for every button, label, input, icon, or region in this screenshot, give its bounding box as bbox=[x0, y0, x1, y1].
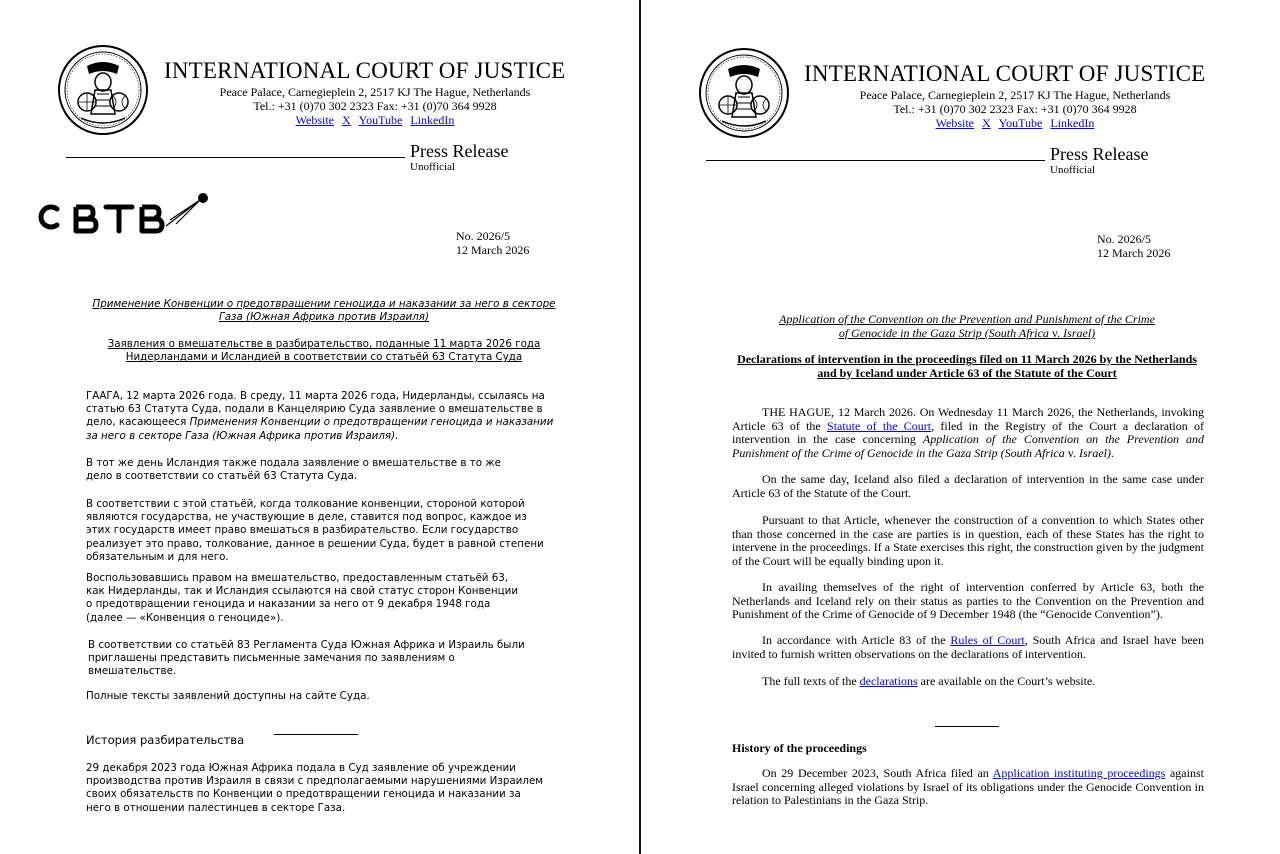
press-release-title: Press Release bbox=[410, 141, 509, 161]
icj-seal-icon bbox=[698, 47, 790, 139]
paragraph-6: Полные тексты заявлений доступны на сайте Суда. bbox=[86, 690, 370, 702]
history-heading: История разбирательства bbox=[86, 733, 245, 747]
paragraph-4: Воспользовавшись правом на вмешательство, предоставленным статьёй 63, как Нидерланды, так и Исландия ссылаются на свой статус сторон Конвенции о предотвращении геноцида и наказании за него от 9 декабря 1948 года (далее — «Конвенция о геноциде»). bbox=[86, 572, 519, 624]
court-links bbox=[804, 116, 1226, 130]
paragraph-6: The full texts of the declarations are available on the Court’s website. bbox=[762, 674, 1096, 688]
section-rule bbox=[274, 734, 358, 735]
link-statute[interactable]: Statute of the Court bbox=[827, 418, 932, 433]
paragraph-2: On the same day, Iceland also filed a declaration of intervention in the same case under Article 63 of the Statute of the Court. bbox=[732, 472, 1204, 500]
court-name: INTERNATIONAL COURT OF JUSTICE bbox=[804, 61, 1206, 86]
paragraph-2: В тот же день Исландия также подала заявление о вмешательстве в то же дело в соответствии со статьёй 63 Статута Суда. bbox=[86, 457, 501, 483]
link-youtube[interactable]: YouTube bbox=[998, 116, 1043, 130]
link-application[interactable]: Application instituting proceedings bbox=[992, 766, 1166, 780]
court-links bbox=[164, 113, 586, 127]
court-address-block bbox=[804, 88, 1226, 130]
court-phone: Tel.: +31 (0)70 302 2323 Fax: +31 (0)70 364 9928 bbox=[893, 102, 1137, 116]
history-heading: History of the proceedings bbox=[732, 741, 867, 755]
court-phone: Tel.: +31 (0)70 302 2323 Fax: +31 (0)70 364 9928 bbox=[253, 99, 497, 113]
paragraph-5: In accordance with Article 83 of the Rules of Court, South Africa and Israel have been invited to furnish written observations on the declarations of intervention. bbox=[732, 633, 1204, 661]
left-page-russian bbox=[0, 0, 639, 854]
press-release-rule bbox=[706, 160, 1045, 161]
release-date: 12 March 2026 bbox=[1097, 246, 1171, 260]
release-number: No. 2026/5 bbox=[456, 229, 510, 243]
press-release-rule bbox=[66, 157, 405, 158]
court-address-block bbox=[164, 85, 586, 127]
release-meta bbox=[456, 229, 529, 257]
paragraph-1: THE HAGUE, 12 March 2026. On Wednesday 11 March 2026, the Netherlands, invoking Article 63 of the Statute of the Court, filed in the Registry of the Court a declaration of intervention in the case concerning Application of the Convention on the Prevention and Punishment of the Crime of Genocide in the Gaza Strip (South Africa v. Israel). bbox=[732, 405, 1204, 460]
release-number: No. 2026/5 bbox=[1097, 232, 1151, 246]
paragraph-4: In availing themselves of the right of intervention conferred by Article 63, both the Netherlands and Iceland rely on their status as parties to the Convention on the Prevention and Punishment of the Crime of Genocide of 9 December 1948 (the “Genocide Convention”). bbox=[732, 580, 1204, 621]
paragraph-5: В соответствии со статьёй 83 Регламента Суда Южная Африка и Израиль были приглашены представить письменные замечания по заявлениям о вмешательстве. bbox=[88, 639, 525, 678]
link-x[interactable]: X bbox=[981, 116, 991, 130]
link-declarations[interactable]: declarations bbox=[859, 674, 918, 688]
icj-seal-icon bbox=[57, 44, 149, 136]
paragraph-3: Pursuant to that Article, whenever the construction of a convention to which States other than those concerned in the case are parties is in question, each of these States has the right to intervene in the proceedings. If a State exercises this right, the construction given by the judgment of the Court will be equally binding upon it. bbox=[732, 513, 1204, 568]
link-youtube[interactable]: YouTube bbox=[358, 113, 403, 127]
paragraph-1: ГААГА, 12 марта 2026 года. В среду, 11 марта 2026 года, Нидерланды, ссылаясь на статью 63 Статута Суда, подали в Канцелярию Суда заявление о вмешательстве в дело, касающееся Применения Конвенции о предотвращении геноцида и наказании за него в секторе Газа (Южная Африка против Израиля). bbox=[86, 390, 554, 442]
case-title: Применение Конвенции о предотвращении геноцида и наказании за него в секторе Газа (Южная Африка против Израиля) bbox=[92, 298, 556, 324]
press-release-title: Press Release bbox=[1050, 144, 1149, 164]
release-meta bbox=[1097, 232, 1170, 260]
case-subtitle: Заявления о вмешательстве в разбирательство, поданные 11 марта 2026 года Нидерландами и Исландией в соответствии со статьёй 63 Статута Суда bbox=[107, 338, 541, 364]
section-rule bbox=[935, 726, 999, 727]
link-website[interactable]: Website bbox=[295, 113, 334, 127]
link-x[interactable]: X bbox=[341, 113, 351, 127]
court-address: Peace Palace, Carnegieplein 2, 2517 KJ The Hague, Netherlands bbox=[859, 88, 1171, 102]
paragraph-7: On 29 December 2023, South Africa filed an Application instituting proceedings against Israel concerning alleged violations by Israel of its obligations under the Genocide Convention in relation to Palestinians in the Gaza Strip. bbox=[732, 766, 1204, 807]
link-linkedin[interactable]: LinkedIn bbox=[410, 113, 455, 127]
link-website[interactable]: Website bbox=[935, 116, 974, 130]
case-title: Application of the Convention on the Prevention and Punishment of the Crime of Genocide in the Gaza Strip (South Africa v. Israel) bbox=[779, 312, 1155, 340]
right-page-english bbox=[641, 0, 1280, 854]
link-linkedin[interactable]: LinkedIn bbox=[1050, 116, 1095, 130]
unofficial-label: Unofficial bbox=[1050, 164, 1096, 176]
court-address: Peace Palace, Carnegieplein 2, 2517 KJ The Hague, Netherlands bbox=[219, 85, 531, 99]
paragraph-7: 29 декабря 2023 года Южная Африка подала в Суд заявление об учреждении производства против Израиля в связи с предполагаемыми нарушениями Израилем своих обязательств по Конвенции о предотвращении геноцида и наказании за него в отношении палестинцев в секторе Газа. bbox=[86, 762, 544, 814]
link-rules-of-court[interactable]: Rules of Court bbox=[950, 633, 1025, 647]
paragraph-3: В соответствии с этой статьёй, когда толкование конвенции, стороной которой являются государства, не участвующие в деле, ставится под вопрос, каждое из этих государств имеет право вмешаться в разбирательство. Если государство реализует это право, толкование, данное в решении Суда, будет в равной степени обязательным и для него. bbox=[86, 498, 544, 563]
svtv-logo bbox=[36, 190, 216, 246]
unofficial-label: Unofficial bbox=[410, 161, 456, 173]
court-name: INTERNATIONAL COURT OF JUSTICE bbox=[164, 58, 566, 83]
release-date: 12 March 2026 bbox=[456, 243, 530, 257]
case-subtitle: Declarations of intervention in the proceedings filed on 11 March 2026 by the Netherlands and by Iceland under Article 63 of the Statute of the Court bbox=[737, 352, 1197, 380]
